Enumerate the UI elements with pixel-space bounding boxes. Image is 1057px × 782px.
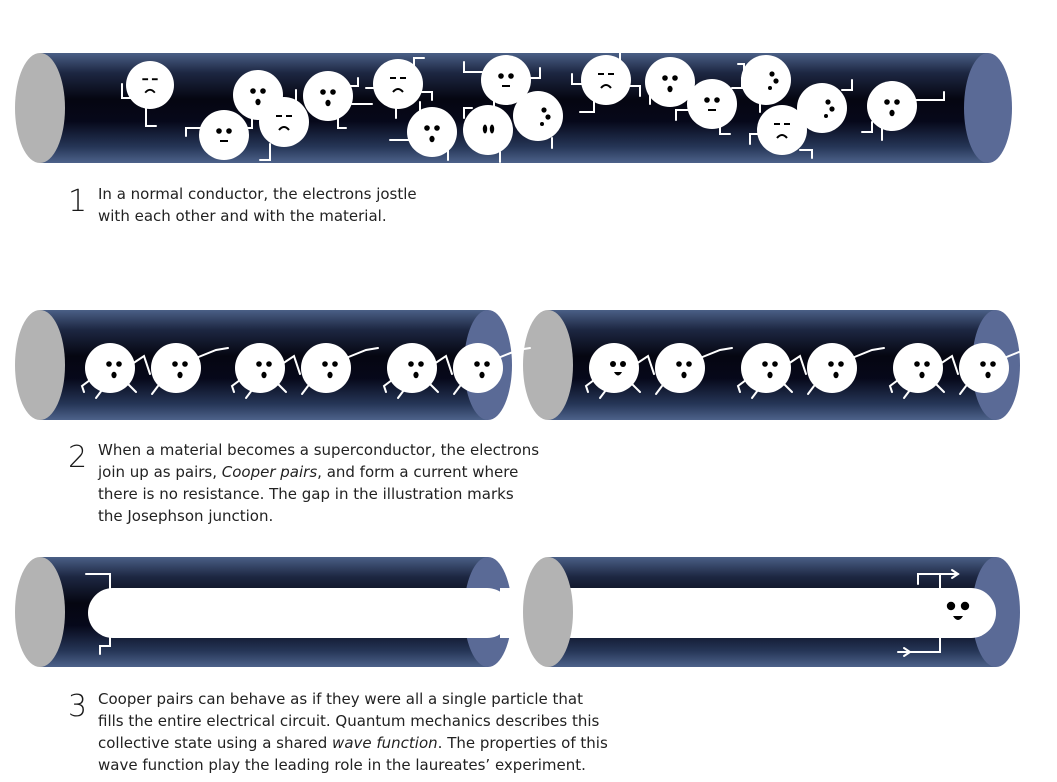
electron (151, 343, 201, 393)
electron (301, 343, 351, 393)
caption-text (98, 688, 608, 776)
caption-line: When a material becomes a superconductor, the electrons (98, 441, 540, 459)
tube-right-end (964, 53, 1012, 163)
electron (807, 343, 857, 393)
electron (235, 343, 285, 393)
caption-line: fills the entire electrical circuit. Quantum mechanics describes this (98, 712, 600, 730)
electron (85, 343, 135, 393)
tube-left-end (523, 310, 573, 420)
electron (741, 343, 791, 393)
caption-text (98, 183, 417, 227)
caption-line: the Josephson junction. (98, 507, 274, 525)
caption-2 (68, 439, 539, 527)
tube-left-end (15, 53, 65, 163)
caption-line: collective state using a shared wave function. The properties of this (98, 734, 608, 752)
electron (589, 343, 639, 393)
electron (655, 343, 705, 393)
caption-line: there is no resistance. The gap in the illustration marks (98, 485, 514, 503)
electron (893, 343, 943, 393)
tube-left-end (15, 310, 65, 420)
caption-1 (68, 183, 417, 227)
electron (453, 343, 503, 393)
caption-line: Cooper pairs can behave as if they were all a single particle that (98, 690, 583, 708)
caption-line: wave function play the leading role in the laureates’ experiment. (98, 756, 586, 774)
caption-line: join up as pairs, Cooper pairs, and form a current where (98, 463, 519, 481)
caption-line: In a normal conductor, the electrons jostle (98, 185, 417, 203)
electron (959, 343, 1009, 393)
caption-number: 2 (68, 440, 88, 475)
caption-number: 3 (68, 689, 88, 724)
caption-number: 1 (68, 184, 88, 219)
electron (387, 343, 437, 393)
caption-3 (68, 688, 608, 776)
caption-text (98, 439, 539, 527)
tube-left-end (523, 557, 573, 667)
tube-left-end (15, 557, 65, 667)
caption-line: with each other and with the material. (98, 207, 387, 225)
